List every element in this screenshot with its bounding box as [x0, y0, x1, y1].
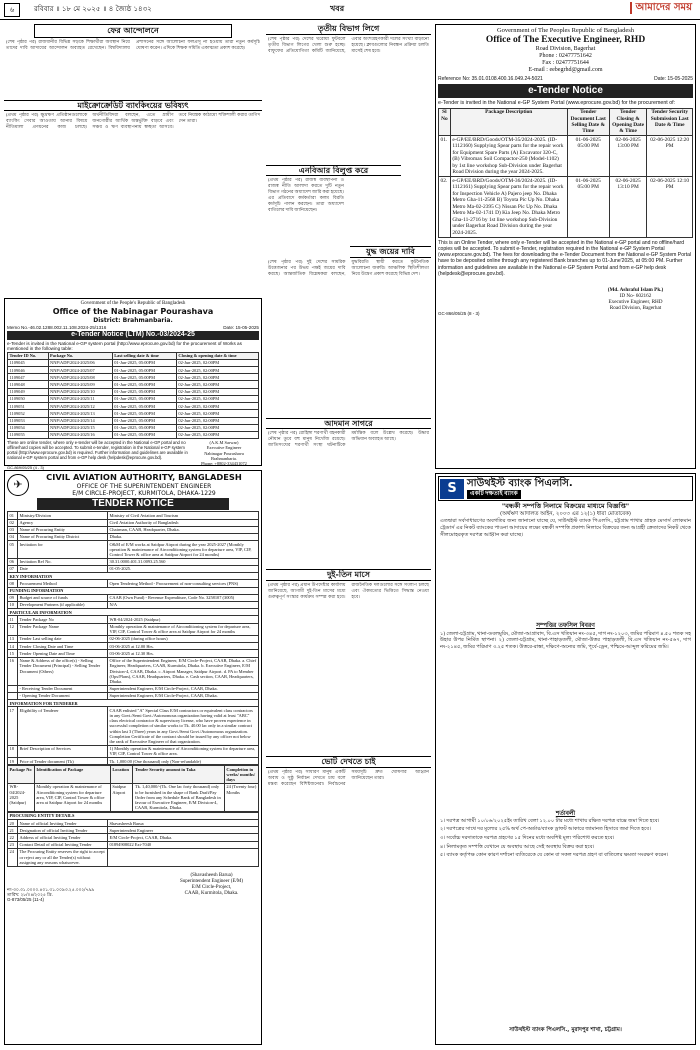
table-cell: Name of Procuring Entity [18, 526, 108, 533]
table-cell: 17 [8, 707, 18, 745]
table-cell: 01-Jun-2025, 05:00PM [112, 403, 176, 410]
table-row [8, 381, 259, 388]
table-cell: Date [18, 565, 108, 572]
table-cell: Shavasheesh Barua [108, 820, 259, 827]
table-cell: Chairman, CAAB, Headquarter, Dhaka. [108, 526, 259, 533]
table-cell: Ministry of Civil Aviation and Tourism [108, 512, 259, 519]
table-row [8, 374, 259, 381]
table-cell: Procurement Method [18, 580, 108, 587]
table-cell: 1109045 [8, 359, 49, 366]
table-cell: Contact Detail of official Inviting Tender [18, 841, 108, 848]
bank-branch-sign: সাউথইস্ট ব্যাংক পিএলসি., মুরাদপুর শাখা, চট্টগ্রাম। [509, 1026, 622, 1033]
signatory-designation: Executive Engineer, RHD [608, 298, 663, 305]
table-cell: Monthly operation & maintenance of Airconditioning system for departure area, VIP, CIP, Control Tower & office area at Saidpur Airport for 24 months [108, 623, 259, 635]
table-cell: 02 [8, 519, 18, 526]
signatory-id: ID No- 602162 [619, 292, 652, 299]
table-cell: 20 [8, 820, 18, 827]
table-row [8, 395, 259, 402]
table-cell: Superintendent Engineer, E/M Circle-Project, CAAB, Dhaka. [108, 685, 259, 692]
table-cell: 01-06-2025 05:00 PM [567, 136, 609, 177]
signatory-name: (Shavasheesh Barua) [190, 872, 233, 878]
table-cell: 09 [8, 594, 18, 601]
table-cell: Superintendent Engineer [108, 827, 259, 834]
memo-number: নং-৩০.৩১.০০০০.৪০১.৩১.০০৯৩.২৫.০০২/৭৯৯ [7, 886, 95, 892]
table-cell: 01-Jun-2025, 05:00PM [112, 388, 176, 395]
table-row [8, 526, 259, 533]
table-cell: CAAB (Own Fund) - Revenue Expenditure, Code No. 3258107 (3005) [108, 594, 259, 601]
table-cell: 19 [8, 758, 18, 765]
table-cell: Dhaka. [108, 533, 259, 540]
fax: Fax : 02477751644 [542, 60, 589, 67]
article-title: ফের আন্দোলনে [34, 24, 232, 38]
table-cell: 18 [8, 745, 18, 757]
table-row [8, 616, 259, 623]
table-cell: 21 [8, 827, 18, 834]
table-cell: Agency [18, 519, 108, 526]
middle-news-column [266, 24, 431, 884]
article-body: (শেষ পৃষ্ঠার পর) দুই দেশের সামরিক উত্তেজনার পর উভয় পক্ষই জয়ের দাবি করছে। আন্তর্জাতিক বিশ্লেষকরা বলছেন, যুদ্ধবিরতি স্থায়ী করতে কূটনৈতিক আলোচনা জরুরি। আঞ্চলিক স্থিতিশীলতা নিয়ে উদ্বেগ প্রকাশ করেছে বিভিন্ন দেশ। [268, 258, 429, 276]
table-cell: 01-Jun-2025, 05:00PM [112, 381, 176, 388]
table-cell: 1109047 [8, 374, 49, 381]
district-title: District: Brahmanbaria. [93, 316, 173, 324]
table-cell: 24 [8, 848, 18, 866]
table-cell: 1109055 [8, 431, 49, 438]
column-header: Last selling date & time [112, 352, 176, 359]
signatory-designation: Executive Engineer [206, 445, 242, 451]
bank-logo-icon: S [440, 479, 464, 499]
table-cell: 01-Jun-2025, 05:00PM [112, 424, 176, 431]
memo-date: তারিখ: ২৮/০৪/২০২৫ খ্রি. [7, 891, 53, 897]
table-cell: NNP/ADP/2024-2025/08 [48, 374, 112, 381]
southeast-bank-notice [435, 473, 696, 1045]
issue-date: রবিবার ॥ ১৮ মে ২০২৫ ॥ ৪ জ্যৈষ্ঠ ১৪৩২ [34, 5, 152, 14]
left-news-block [4, 24, 262, 294]
table-row [8, 635, 259, 642]
gov-title: Government of The Peoples Republic of Bangladesh [496, 27, 635, 34]
tender-table [438, 108, 693, 238]
table-cell: 02-Jun-2025, 02:00PM [176, 381, 258, 388]
table-cell: Price of Tender document (Tk) [18, 758, 108, 765]
table-cell: Name of official Inviting Tender [18, 820, 108, 827]
table-cell: 02-06-2025 12:20 PM [647, 136, 693, 177]
column-header: Tender Security amount in Taka [133, 766, 224, 784]
table-cell [8, 692, 18, 699]
reference-line [438, 76, 693, 82]
table-row [8, 685, 259, 692]
signature-block [578, 287, 693, 311]
column-header: Package No. [48, 352, 112, 359]
table-cell: NNP/ADP/2024-2025/06 [48, 359, 112, 366]
table-cell: e-GP/EE/BRD/Goods/OTM-36/2024-2025. (ID-1112161) Supplying Spear parts for the repair work for Inspection Vehicle A) Pajero jeep No. Dhaka Metro Gha-11-2568 B) Toyota Pic Up No. Dhaka Metro Ma-02-2395 C) Nissan Pic Up No. Dhaka Metro Ma-02-1741 D) Kia Jeep No. Dhaka Metro Gha-11-2716 by 1st line workshop Sub-Division under Bagerhat Road Division during the year 2024-2025. [450, 177, 567, 238]
table-cell: Budget and source of funds [18, 594, 108, 601]
article-title: দুই-তিন মাসে [266, 569, 431, 581]
caab-package-table [7, 765, 259, 812]
article-title: মাইক্রোক্রেডিট ব্যাংকিংয়ের ভবিষ্যৎ [4, 100, 262, 112]
table-cell: 08 [8, 580, 18, 587]
table-row [8, 424, 259, 431]
table-row [8, 848, 259, 866]
notice-footer: This is an Online Tender, where only e-Tender will be accepted in the National e-GP portal and no offline/hard copies will be accepted. To submit e-Tender, registration required in the National e-GP System Portal (www.eprocure.gov.bd). The fees for downloading the e-Tender Document from the National e-GP System Portal have to be deposited online through any registered Bank branches up to 01-June'2025, at 05:00 PM. Further information and guidelines are available in the National e-GP System Portal and from e-GP help desk (helpdesk@eprocure.gov.bd). [438, 239, 692, 277]
table-cell: 01-Jun-2025, 05:00PM [112, 410, 176, 417]
table-cell: 1109054 [8, 424, 49, 431]
column-header: Tender ID No. [8, 352, 49, 359]
email: E-mail : eebegrhd@gmail.com [528, 67, 603, 74]
table-cell: 1109051 [8, 403, 49, 410]
table-row [8, 410, 259, 417]
table-cell: Designation of official Inviting Tender [18, 827, 108, 834]
signatory-name: (Md. Ashraful Islam Pk.) [607, 286, 664, 293]
table-cell: Tk. 1,40,000/-(Tk. One lac forty thousand) only to be furnished in the shape of Bank Draft/Pay Order from any Schedule Bank of Bangladesh in favour of Executive Engineer, E/M Division-4, CAAB, Kurmitola, Dhaka. [133, 783, 224, 811]
table-cell: 02-Jun-2025, 02:00PM [176, 374, 258, 381]
table-cell: Tender Last selling date [18, 635, 108, 642]
table-row [8, 541, 259, 559]
table-row [8, 565, 259, 572]
table-cell: 03-06-2025 at 12.30 Hrs. [108, 650, 259, 657]
column-header: Package Description [450, 108, 567, 136]
table-cell: 01-Jun-2025, 05:00PM [112, 367, 176, 374]
article-body: (শেষ পৃষ্ঠার পর) দেশের ঘরোয়া ফুটবলে তৃতীয় বিভাগ লিগের খেলা শুরু হচ্ছে। বাফুফের প্রতিযোগিতা কমিটি জানিয়েছে, এবার অংশগ্রহণকারী দলের সংখ্যা বাড়ানো হয়েছে। ক্লাবগুলোর নিবন্ধন প্রক্রিয়া চলতি মাসেই শেষ হবে। [268, 35, 429, 53]
table-cell: 03 [8, 526, 18, 533]
table-cell: CAAB enlisted "A" Special Class E/M contractors or equivalent class contractors in any Govt./Semi Govt./Autonomous organization having valid at least "ABC" class electrical contractor & supervisory license, who have proven experience in successful completion of similar works to Tk. 40.00 lac only in a similar contract within last 3 (Three) years in any Govt./Semi Govt./Autonomous organization. Completion Certificate of the contract should be issued by any officer not below the rank of Executive Engineer of that organization. [108, 707, 259, 745]
column-header: Sl No [439, 108, 451, 136]
table-row [8, 519, 259, 526]
table-cell: 01. [439, 136, 451, 177]
table-row [8, 594, 259, 601]
table-cell: NNP/ADP/2024-2025/13 [48, 410, 112, 417]
table-row [8, 512, 259, 519]
table-cell: 01-Jun-2025, 05:00PM [112, 431, 176, 438]
table-cell: NNP/ADP/2024-2025/14 [48, 417, 112, 424]
table-cell: 03-06-2025 at 12.00 Hrs. [108, 643, 259, 650]
table-cell: NNP/ADP/2024-2025/09 [48, 381, 112, 388]
table-cell: 12 [8, 623, 18, 635]
table-row [8, 403, 259, 410]
table-row [439, 136, 693, 177]
caab-tender-notice [4, 470, 262, 1045]
table-cell: Monthly operation & maintenance of Airconditioning system for departure area, VIP, CIP, Control Tower & office area at Saidpur Airport for 24 months [34, 783, 110, 811]
table-cell: 02-Jun-2025, 02:00PM [176, 424, 258, 431]
article-body: (প্রথম পৃষ্ঠার পর) সাধারণ মানুষ একটি অবাধ ও সুষ্ঠু নির্বাচন দেখতে চায় বলে মন্তব্য করেছেন বিশিষ্টজনেরা। নির্বাচনের সময়সূচি দ্রুত ঘোষণার আহ্বান জানিয়েছেন তারা। [268, 768, 429, 786]
signatory-office: E/M Circle-Project, [191, 884, 232, 890]
table-row [8, 707, 259, 745]
newspaper-logo: আমাদের সময় [630, 2, 692, 14]
table-cell: Tender Opening Date and Time [18, 650, 108, 657]
table-row [8, 558, 259, 565]
column-header: Tender Security Submission Last Date & Time [647, 108, 693, 136]
article-body: (প্রথম পৃষ্ঠার পর) প্রধান উপদেষ্টার কার্যালয় জানিয়েছে, আগামী দুই-তিন মাসের মধ্যে গুরুত্বপূর্ণ সংস্কার কার্যক্রম সম্পন্ন করা হবে। রাজনৈতিক দলগুলোর সঙ্গে সংলাপ চলছে এবং ঐকমত্যের ভিত্তিতে সিদ্ধান্ত নেওয়া হবে। [268, 581, 429, 599]
gc-number: GC-866/05/25 (8 - 3) [438, 310, 480, 316]
column-header: Identification of Package [34, 766, 110, 784]
reference-date: Date: 15-05-2025 [654, 76, 693, 83]
table-row [8, 573, 259, 580]
table-cell: 06 [8, 558, 18, 565]
org-address: E/M CIRCLE-PROJECT, KURMITOLA, DHAKA-1229 [72, 490, 216, 498]
table-row [8, 812, 259, 819]
auction-title: "বন্ধকী সম্পত্তি নিলামে বিক্রয়ের মাধ্যমে বিজ্ঞপ্তি" [501, 502, 630, 511]
table-row [8, 841, 259, 848]
terms-item: ৩। সর্বোচ্চ দরদাতাকে দরপত্র গ্রহণের ১৫ দিনের মধ্যে অবশিষ্ট মূল্য পরিশোধ করতে হবে। [440, 835, 615, 842]
terms-list [438, 817, 693, 1027]
column-header: Closing & opening date & time [176, 352, 258, 359]
table-row [8, 601, 259, 608]
bank-tagline: একটি দক্ষতাই ব্যাংক [467, 490, 521, 499]
signature-block [164, 873, 259, 903]
table-row [8, 758, 259, 765]
table-cell: 13 [8, 635, 18, 642]
table-cell: 14 [8, 643, 18, 650]
caab-info-table [7, 511, 259, 765]
table-cell: 1109053 [8, 417, 49, 424]
phone: Phone : 02477751642 [539, 53, 592, 60]
table-cell: Civil Aviation Authority of Bangladesh [108, 519, 259, 526]
table-cell: NNP/ADP/2024-2025/12 [48, 403, 112, 410]
table-cell: 02-06-2025 13:10 PM [609, 177, 647, 238]
table-cell: 1109050 [8, 395, 49, 402]
page-header [0, 0, 700, 20]
terms-item: ১। দরপত্র আগামী ১০/০৬/২০২৫ইং তারিখ বেলা ১২.০০ টার মধ্যে শাখায় রক্ষিত দরপত্র বাক্সে জমা দিতে হবে। [440, 817, 660, 824]
table-cell: 02. [439, 177, 451, 238]
signatory-designation: Superintendent Engineer (E/M) [179, 878, 244, 884]
reference-number: Reference No: 35.01.0108.400.16.049.24-5021 [438, 76, 543, 83]
table-cell: 11 [8, 616, 18, 623]
table-cell: 01894908022 Ext-7040 [108, 841, 259, 848]
table-cell: - Receiving Tender Document [18, 685, 108, 692]
column-header: Tender Closing & Opening Date & Time [609, 108, 647, 136]
terms-item: ২। দরপত্রের সাথে দর মূল্যের ২৫% অর্থ পে-অর্ডার/ব্যাংক ড্রাফট আকারে জামানত হিসাবে জমা দিতে হবে। [440, 826, 651, 833]
notice-banner: TENDER NOTICE [37, 498, 229, 510]
table-cell: 01-05-2025. [108, 565, 259, 572]
table-cell: 1) Monthly operation & maintenance of Airconditioning system for departure area, VIP, CIP, Control Tower & office area. [108, 745, 259, 757]
table-row [8, 623, 259, 635]
table-row [8, 609, 259, 616]
table-cell: Tender Package Name [18, 623, 108, 635]
table-cell: Eligibility of Tenderer [18, 707, 108, 745]
table-row [8, 580, 259, 587]
article-title: তৃতীয় বিভাগ লিগে [266, 24, 431, 35]
signatory-location: CAAB, Kurmitola, Dhaka. [184, 890, 239, 896]
table-cell: 10 [8, 601, 18, 608]
table-cell: 02-Jun-2025, 02:00PM [176, 395, 258, 402]
table-cell: NNP/ADP/2024-2025/07 [48, 367, 112, 374]
table-row [8, 783, 259, 811]
signature-block [189, 440, 259, 466]
table-cell: 05 [8, 541, 18, 559]
rhd-tender-notice [435, 24, 696, 469]
table-cell [8, 685, 18, 692]
table-row [8, 431, 259, 438]
gc-number: GC-869/05/25 (4 - 3) [7, 465, 44, 471]
signatory-phone: Phone: +8802-334431072 [201, 460, 247, 466]
gov-title: Government of the People's Republic of Bangladesh [80, 301, 186, 306]
table-row [8, 692, 259, 699]
schedule-title: সম্পত্তির তফসিল বিবরণ [536, 622, 595, 630]
table-cell: 15 [8, 650, 18, 657]
table-cell: 02-Jun-2025, 02:00PM [176, 417, 258, 424]
table-cell: 02-06-2025 12:10 PM [647, 177, 693, 238]
table-cell: 02-Jun-2025, 02:00PM [176, 367, 258, 374]
table-section-header: PARTICULAR INFORMATION [8, 609, 259, 616]
table-cell [108, 848, 259, 866]
table-section-header: INFORMATION FOR TENDERER [8, 700, 259, 707]
table-cell: Office of the Superintendent Engineer, E/M Circle-Project, CAAB, Dhaka. a. Chief Engineer, Headquarters, CAAB, Kurmitola, Dhaka. b. Executive Engineer, E/M Division-4, CAAB, Dhaka. c. Airport Manager, Saidpur Airport. d. PA to Member (Ops/Plans), CAAB, Headquarters, Dhaka. e. Cash section, CAAB, Headquarters, Dhaka. [108, 657, 259, 685]
table-cell: Superintendent Engineer, E/M Circle-Project, CAAB, Dhaka. [108, 692, 259, 699]
table-cell: 01-06-2025 05:00 PM [567, 177, 609, 238]
table-cell: 01-Jun-2025, 05:00PM [112, 359, 176, 366]
division: Road Division, Bagerhat [535, 46, 596, 53]
table-cell: 02-Jun-2025, 02:00PM [176, 403, 258, 410]
column-header: Tender Document Last Selling Date & Time [567, 108, 609, 136]
table-row [8, 650, 259, 657]
table-cell: 1109046 [8, 367, 49, 374]
table-row [8, 533, 259, 540]
table-row [8, 359, 259, 366]
table-cell: 1109048 [8, 381, 49, 388]
table-cell: Address of official Inviting Tender [18, 834, 108, 841]
table-cell: WR-04/2024-2025 (Saidpur) [8, 783, 35, 811]
table-cell: NNP/ADP/2024-2025/15 [48, 424, 112, 431]
notice-intro: e-Tender is invited in the National e-GP system portal (http://www.eprocure.gov.bd) for the procurement of Works as mentioned in the following table: [7, 340, 242, 352]
signatory-location: Brahmanbaria. [211, 455, 237, 461]
article-body: (শেষ পৃষ্ঠার পর) রাজধানীর বিভিন্ন সড়কে শিক্ষার্থীরা অবস্থান নিয়ে তাদের দাবি আদায়ের আন্দোলন অব্যাহত রেখেছেন। বিশ্ববিদ্যালয় প্রশাসনের সঙ্গে আলোচনা ফলপ্রসূ না হওয়ায় তারা নতুন কর্মসূচি ঘোষণা করেন। এদিকে শিক্ষক সমিতি একাত্মতা প্রকাশ করেছে। [6, 38, 260, 50]
notice-intro: e-Tender is invited in the National e-GP System Portal (www.eprocure.gov.bd) for the procurement of: [438, 100, 676, 107]
gc-number: G-873/05/25 (11-4) [7, 897, 45, 903]
table-cell: 02-06-2025 13:00 PM [609, 136, 647, 177]
table-cell: Invitation Ref No. [18, 558, 108, 565]
table-row [8, 367, 259, 374]
table-cell: NNP/ADP/2024-2025/11 [48, 395, 112, 402]
table-cell: 01 [8, 512, 18, 519]
nabinagar-tender-notice [4, 298, 262, 471]
article-body: (প্রথম পৃষ্ঠার পর) ক্ষুদ্রঋণ প্রতিষ্ঠানগুলোকে ব্যাংকিং সেবার আওতায় আনার বিষয়ে নীতিমালা প্রণয়নের কাজ চলছে। অর্থনীতিবিদরা বলছেন, এতে গ্রামীণ জনগোষ্ঠীর আর্থিক অন্তর্ভুক্তি বাড়বে এবং সঞ্চয় ও ঋণ ব্যবস্থাপনায় স্বচ্ছতা আসবে। তবে নিয়ন্ত্রক কাঠামো শক্তিশালী করার তাগিদ দেন তারা। [6, 112, 260, 130]
office-title: Office of The Executive Engineer, RHD [485, 34, 646, 45]
table-row [8, 643, 259, 650]
notice-banner: e-Tender Notice [438, 84, 693, 98]
signatory-office: Road Division, Bagerhat [609, 304, 662, 311]
table-cell: Tk. 1,000.00 (One thousand) only (Non-refundable) [108, 758, 259, 765]
property-schedule: ১) জেলা-চট্টগ্রাম, থানা-ডবলমুরিং, মৌজা-আগ্রাবাদ, বি.এস খতিয়ান নং-৩৪৫, দাগ নং-১২০৩, জমির পরিমাণ ৪.৫০ শতক সহ উহার উপর নির্মিত স্থাপনা। ২) জেলা-চট্টগ্রাম, থানা-পাহাড়তলী, মৌজা-উত্তর পাহাড়তলী, বি.এস খতিয়ান নং-৫৬৭, দাগ নং-২১৪৫, জমির পরিমাণ ৩.২৫ শতক। উত্তরে-রাস্তা, দক্ষিণে-অন্যের জমি, পূর্বে-ড্রেন, পশ্চিমে-আব্দুল করিমের জমি। [440, 630, 691, 650]
table-cell: 04 [8, 533, 18, 540]
table-cell: Tender Closing Date and Time [18, 643, 108, 650]
table-row [439, 177, 693, 238]
table-cell: 16 [8, 657, 18, 685]
table-cell: 02-Jun-2025, 02:00PM [176, 388, 258, 395]
memo-date: Date: 15-05-2025 [223, 324, 259, 330]
table-section-header: KEY INFORMATION [8, 573, 259, 580]
table-cell: Name & Address of the office(s) - Selling Tender Document (Principal) - Selling Tender Document (Others) [18, 657, 108, 685]
memo-line [7, 325, 259, 331]
table-cell: Saidpur Airport [110, 783, 133, 811]
table-cell: 1109052 [8, 410, 49, 417]
table-row [8, 700, 259, 707]
table-cell: 23 [8, 841, 18, 848]
memo-number: Memo No.-46.02.1288.002.11.108.2024-25/1316 [7, 324, 107, 330]
table-cell: 02-06-2025 (during office hours) [108, 635, 259, 642]
table-cell: 1109049 [8, 388, 49, 395]
article-title: যুদ্ধ জয়ের দাবি [350, 246, 431, 258]
terms-item: ৪। নিলামকৃত সম্পত্তি যেখানে যে অবস্থায় আছে সেই অবস্থায় বিক্রয় করা হবে। [440, 843, 595, 850]
table-cell: 02-Jun-2025, 02:00PM [176, 431, 258, 438]
table-cell: N/A [108, 601, 259, 608]
column-header: Package No [8, 766, 35, 784]
org-subtitle: OFFICE OF THE SUPERINTENDENT ENGINEER [76, 482, 212, 490]
terms-item: ৫। ব্যাংক কর্তৃপক্ষ কোন কারণ দর্শানো ব্যতিরেকে যে কোন বা সকল দরপত্র গ্রহণ বা বাতিলের ক্ষমতা সংরক্ষণ করেন। [440, 852, 669, 859]
auction-intro: এতদ্বারা সর্বসাধারণের অবগতির জন্য জানানো যাচ্ছে যে, সাউথইস্ট ব্যাংক পিএলসি., চট্টগ্রাম শাখার গ্রাহক মেসার্স লোকমান ট্রেডার্স এর নিকট ব্যাংকের পাওনা আদায়ের লক্ষ্যে বন্ধকী সম্পত্তি প্রকাশ্য নিলামে বিক্রয়ের জন্য আগ্রহী ক্রেতাদের নিকট থেকে সীলমোহরকৃত দরপত্র আহ্বান করা যাচ্ছে। [440, 518, 691, 538]
table-row [8, 745, 259, 757]
signatory-office: Nabinagar Pourashava [204, 450, 244, 456]
table-cell: Open Tendering Method - Procurement of non-consulting services (PNS) [108, 580, 259, 587]
article-body: (প্রথম পৃষ্ঠার পর) রাজস্ব ব্যবস্থাপনা ও রাজস্ব নীতি আলাদা করতে দুটি নতুন বিভাগ গঠনের অধ্যাদেশ জারি করা হয়েছে। এর প্রতিবাদে কর্মকর্তারা কলম বিরতি কর্মসূচি পালন করছেন। তারা অধ্যাদেশ বাতিলের দাবি জানিয়েছেন। [268, 177, 344, 213]
section-title: খবর [330, 4, 345, 13]
table-section-header: PROCURING ENTITY DETAILS [8, 812, 259, 819]
table-cell: 01-Jun-2025, 05:00PM [112, 417, 176, 424]
signatory-name: (A.K.M Sarwar) [209, 440, 239, 446]
article-body: (শেষ পৃষ্ঠার পর) রোহিঙ্গা শরণার্থী বহনকারী নৌযান ডুবে বহু মানুষ নিখোঁজ রয়েছে। জাতিসংঘের শরণার্থী সংস্থা ঘটনাটিকে মর্মান্তিক বলে উল্লেখ করেছে। উদ্ধার অভিযান অব্যাহত আছে। [268, 430, 429, 448]
column-header: Location [110, 766, 133, 784]
table-row [8, 417, 259, 424]
page-number: ৬ [4, 3, 20, 17]
table-cell: Name of Procuring Entity District [18, 533, 108, 540]
caab-entity-table [7, 812, 259, 867]
table-row [8, 827, 259, 834]
table-cell: e-GP/EE/BRD/Goods/OTM-35/2024-2025. (ID-1112160) Supplying Spear parts for the repair work for Equipment Spare Parts (A) Excavator 320-C, (B) Vibromax Soil Compactor-250 (Model-1102) by 1st line workshop Sub-Division under Bagerhat Road Division during the year 2024-2025. [450, 136, 567, 177]
office-title: Office of the Nabinagar Pourashava [52, 307, 214, 316]
article-title: আদমান সাগরে [266, 418, 431, 430]
table-cell: 24 (Twenty four) Months [224, 783, 258, 811]
table-section-header: FUNDING INFORMATION [8, 587, 259, 594]
caab-logo-icon: ✈ [7, 474, 29, 496]
table-cell: NNP/ADP/2024-2025/16 [48, 431, 112, 438]
table-cell: Brief Description of Services [18, 745, 108, 757]
column-header: Completion in weeks/ months/ days [224, 766, 258, 784]
article-title: এনবিআর বিলুপ্ত করে [266, 165, 401, 177]
table-cell: 02-Jun-2025, 02:00PM [176, 359, 258, 366]
table-cell: Ministry/Division [18, 512, 108, 519]
table-cell: Tender Package No [18, 616, 108, 623]
table-cell: 01-Jun-2025, 05:00PM [112, 395, 176, 402]
table-cell: 01-Jun-2025, 05:00PM [112, 374, 176, 381]
table-row [8, 820, 259, 827]
table-row [8, 657, 259, 685]
table-cell: 02-Jun-2025, 02:00PM [176, 410, 258, 417]
org-title: CIVIL AVIATION AUTHORITY, BANGLADESH [46, 472, 242, 482]
table-cell: 07 [8, 565, 18, 572]
notice-banner: e-Tender Notice (LTM) No.-03/2024-25 [7, 331, 259, 339]
table-row [8, 587, 259, 594]
bank-name: সাউথইস্ট ব্যাংক পিএলসি. [467, 478, 573, 489]
table-cell: 30.31.0000.401.31.0093.25.560 [108, 558, 259, 565]
table-cell: O&M of E/M works at Saidpur Airport during the year 2025-2027 (Monthly operation & maintenance of Airconditioning system for departure area, VIP, CIP, Control Tower & office area at Saidpur Airport for 24 months) [108, 541, 259, 559]
terms-title: শর্তাবলী [555, 809, 576, 817]
table-cell: Invitation for [18, 541, 108, 559]
table-cell: WR-04/2024-2025 (Saidpur) [108, 616, 259, 623]
table-cell: - Opening Tender Document [18, 692, 108, 699]
notice-footer: These are online tender, where only e-tender will be accepted in the National e-GP portal and no offline/hard copies will be accepted. To submit e-tender, registration in the National e-GP system portal (http://www.eprocure.gov.bd) is required. Further information and guidelines are available in national e-GP system portal and from e-GP help desk (helpdesk@eprocure.gov.bd). [7, 440, 188, 461]
table-cell: E/M Circle-Project, CAAB, Dhaka. [108, 834, 259, 841]
table-row [8, 388, 259, 395]
auction-law: (অর্থঋণ আদালত আইন, ২০০৩ এর ১২(১) ধারা মোতাবেক) [499, 510, 632, 517]
table-cell: Development Partners (if applicable) [18, 601, 108, 608]
table-cell: The Procuring Entity reserves the right to accept or reject any or all the Tender(s) without assigning any reasons whatsoever. [18, 848, 108, 866]
table-cell: 22 [8, 834, 18, 841]
table-cell: NNP/ADP/2024-2025/10 [48, 388, 112, 395]
article-title: ভোট দেখতে চাই [266, 756, 431, 768]
table-row [8, 834, 259, 841]
tender-table [7, 352, 259, 439]
